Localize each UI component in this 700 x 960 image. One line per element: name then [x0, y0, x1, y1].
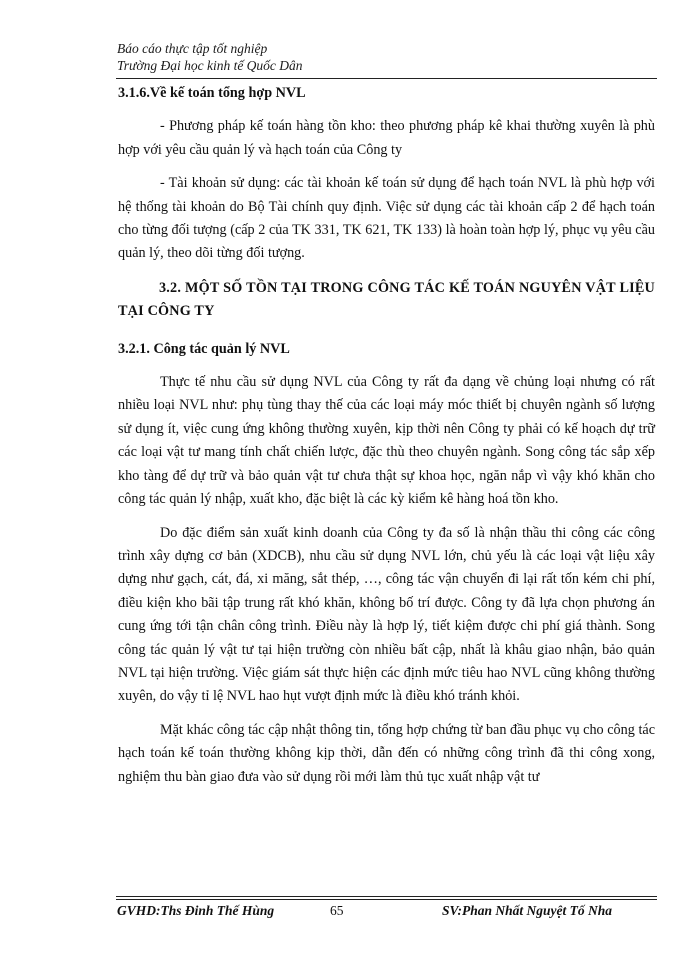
paragraph-accounts-used: - Tài khoản sử dụng: các tài khoản kế toán sử dụng để hạch toán NVL là phù hợp với hệ thống tài khoản do Bộ Tài chính quy định. Việc sử dụng các tài khoản cấp 2 để hạch toán cho từng đối tượng (cấp 2 của TK 331, TK 621, TK 133) là hoàn toàn hợp lý, phục vụ yêu cầu quản lý, theo dõi từng đối tượng. — [118, 175, 655, 262]
header-report-title: Báo cáo thực tập tốt nghiệp — [117, 41, 268, 56]
paragraph-information-update: Mặt khác công tác cập nhật thông tin, tổng hợp chứng từ ban đầu phục vụ cho công tác hạch toán kế toán thường không kịp thời, dẫn đến có những công trình đã thi công xong, nghiệm thu bàn giao đưa vào sử dụng rồi mới làm thủ tục xuất nhập vật tư — [118, 721, 655, 785]
paragraph-inventory-method: - Phương pháp kế toán hàng tồn kho: theo phương pháp kê khai thường xuyên là phù hợp với yêu cầu quản lý và hạch toán của Công ty — [118, 118, 655, 158]
footer-divider-top — [116, 896, 657, 897]
footer-divider-bottom — [116, 899, 657, 900]
section-heading-3-1-6: 3.1.6.Về kế toán tổng hợp NVL — [118, 85, 306, 101]
footer-advisor: GVHD:Ths Đinh Thế Hùng — [117, 903, 275, 918]
page-header — [117, 40, 657, 74]
header-university: Trường Đại học kinh tế Quốc Dân — [117, 58, 303, 73]
paragraph-material-demand: Thực tế nhu cầu sử dụng NVL của Công ty rất đa dạng về chủng loại nhưng có rất nhiều loại NVL như: phụ tùng thay thế của các loại máy móc thiết bị chuyên ngành số lượng sử dụng ít, việc cung ứng không thường xuyên, kịp thời nên Công ty phải có kế hoạch dự trữ các loại vật tư mang tính chất chiến lược, đặc thù theo chuyên ngành. Song công tác sắp xếp kho tàng để dự trữ và bảo quản vật tư chưa thật sự khoa học, ngăn nắp vì vậy khó khăn cho công tác quản lý nhập, xuất kho, đặc biệt là các kỳ kiểm kê hàng hoá tồn kho. — [118, 374, 655, 508]
page-number: 65 — [330, 903, 344, 918]
document-body — [118, 81, 655, 789]
section-heading-3-2-1: 3.2.1. Công tác quản lý NVL — [118, 340, 290, 357]
section-heading-3-2: 3.2. MỘT SỐ TỒN TẠI TRONG CÔNG TÁC KẾ TOÁN NGUYÊN VẬT LIỆU TẠI CÔNG TY — [118, 279, 655, 320]
header-divider — [116, 78, 657, 79]
paragraph-business-characteristics: Do đặc điểm sản xuất kinh doanh của Công ty đa số là nhận thầu thi công các công trình xây dựng cơ bản (XDCB), nhu cầu sử dụng NVL lớn, chủ yếu là các loại vật liệu xây dựng như gạch, cát, đá, xi măng, sắt thép, …, công tác vận chuyển đi lại rất tốn kém chi phí, điều kiện kho bãi tập trung rất khó khăn, không bố trí được. Công ty đã lựa chọn phương án cung ứng tới tận chân công trình. Điều này là hợp lý, tiết kiệm được chi phí giá thành. Song công tác quản lý vật tư tại hiện trường còn nhiều bất cập, nhất là khâu giao nhận, bảo quản NVL tại hiện trường. Việc giám sát thực hiện các định mức tiêu hao NVL cũng không thường xuyên, do vậy tỉ lệ NVL hao hụt vượt định mức là điều khó tránh khỏi. — [118, 524, 655, 705]
footer-student: SV:Phan Nhất Nguyệt Tố Nha — [442, 903, 613, 918]
